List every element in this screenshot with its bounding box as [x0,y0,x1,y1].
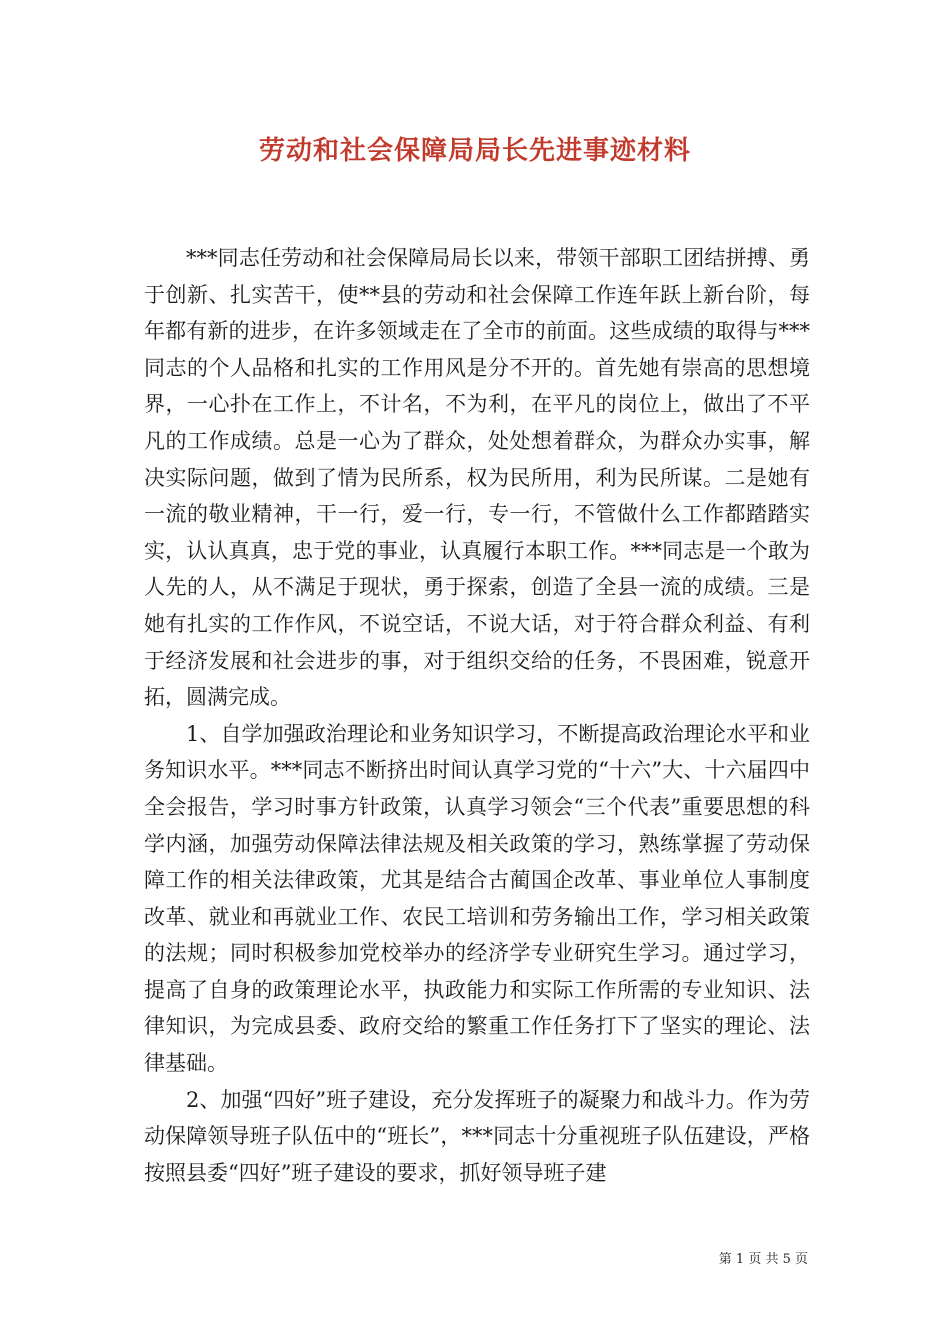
paragraph-section-1: 1、自学加强政治理论和业务知识学习，不断提高政治理论水平和业务知识水平。***同志不断挤出时间认真学习党的“十六”大、十六届四中全会报告，学习时事方针政策，认真学习领会“三个代表”重要思想的科学内涵，加强劳动保障法律法规及相关政策的学习，熟练掌握了劳动保障工作的相关法律政策，尤其是结合古蔺国企改革、事业单位人事制度改革、就业和再就业工作、农民工培训和劳务输出工作，学习相关政策的法规；同时积极参加党校举办的经济学专业研究生学习。通过学习，提高了自身的政策理论水平，执政能力和实际工作所需的专业知识、法律知识，为完成县委、政府交给的繁重工作任务打下了坚实的理论、法律基础。 [144,721,810,1076]
page-number: 第 1 页 共 5 页 [718,1252,808,1267]
document-body [144,240,810,1191]
paragraph-intro: ***同志任劳动和社会保障局局长以来，带领干部职工团结拼搏、勇于创新、扎实苦干，使**县的劳动和社会保障工作连年跃上新台阶，每年都有新的进步，在许多领域走在了全市的前面。这些成绩的取得与***同志的个人品格和扎实的工作用风是分不开的。首先她有崇高的思想境界，一心扑在工作上，不计名，不为利，在平凡的岗位上，做出了不平凡的工作成绩。总是一心为了群众，处处想着群众，为群众办实事，解决实际问题，做到了情为民所系，权为民所用，利为民所谋。二是她有一流的敬业精神，干一行，爱一行，专一行，不管做什么工作都踏踏实实，认认真真，忠于党的事业，认真履行本职工作。***同志是一个敢为人先的人，从不满足于现状，勇于探索，创造了全县一流的成绩。三是她有扎实的工作作风，不说空话，不说大话，对于符合群众利益、有利于经济发展和社会进步的事，对于组织交给的任务，不畏困难，锐意开拓，圆满完成。 [144,246,810,710]
document-title: 劳动和社会保障局局长先进事迹材料 [258,136,691,166]
paragraph-section-2: 2、加强“四好”班子建设，充分发挥班子的凝聚力和战斗力。作为劳动保障领导班子队伍中的“班长”，***同志十分重视班子队伍建设，严格按照县委“四好”班子建设的要求，抓好领导班子建 [144,1087,810,1185]
